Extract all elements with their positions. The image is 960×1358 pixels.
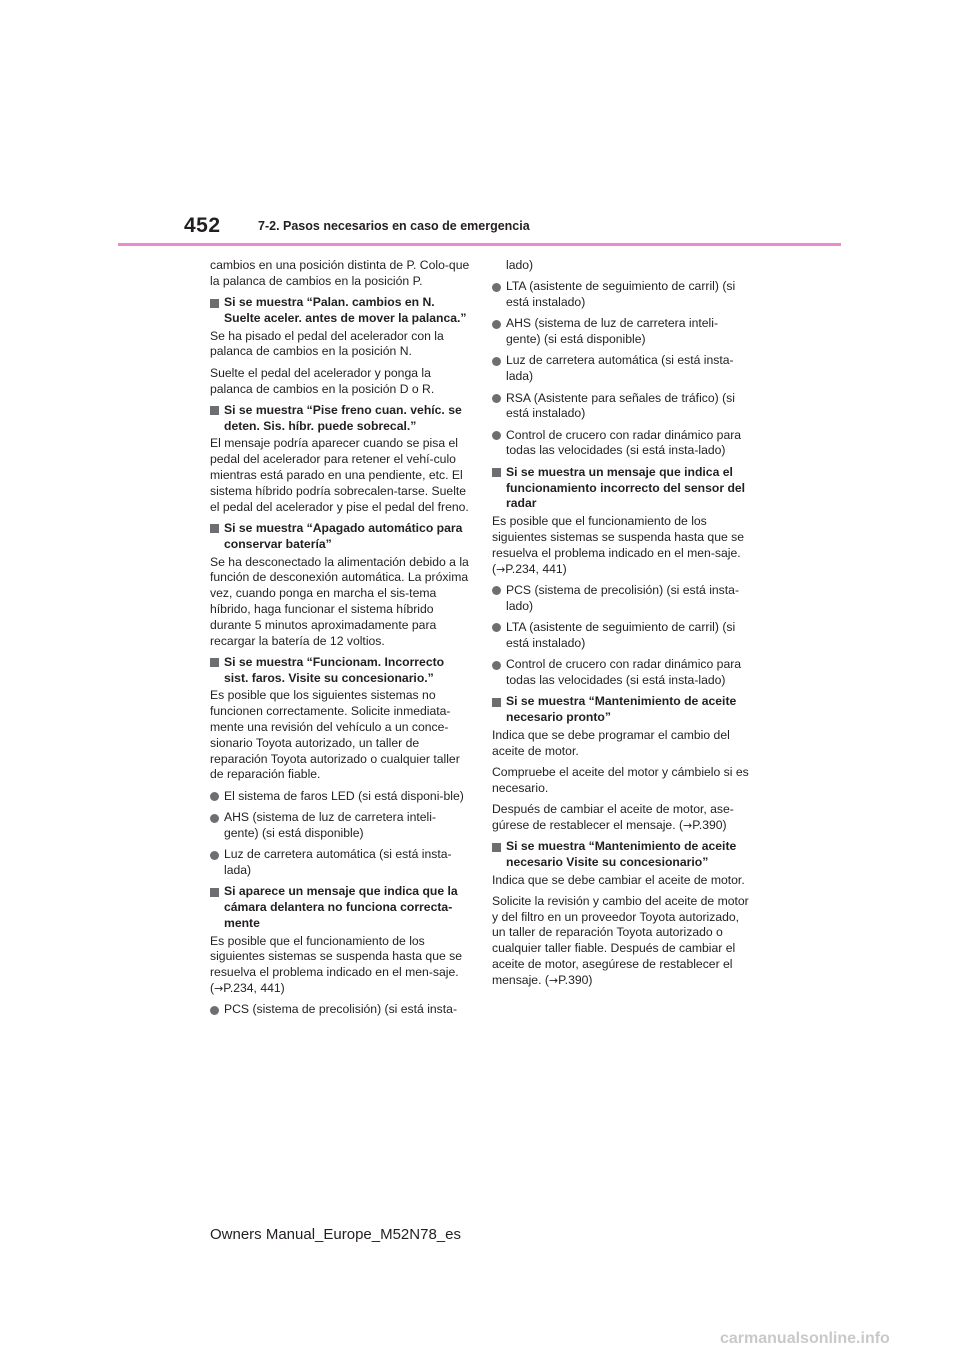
list-item-text: Luz de carretera automática (si está insta-lada) bbox=[224, 847, 452, 877]
paragraph: cambios en una posición distinta de P. Colo-que la palanca de cambios en la posición P. bbox=[210, 258, 470, 288]
round-bullet-icon bbox=[492, 320, 501, 329]
page-reference[interactable]: P.234, 441) bbox=[223, 980, 285, 995]
list-item-text: AHS (sistema de luz de carretera inteli-gente) (si está disponible) bbox=[506, 316, 719, 347]
round-bullet-icon bbox=[492, 661, 501, 670]
round-bullet-icon bbox=[210, 1006, 219, 1015]
paragraph bbox=[210, 934, 470, 997]
arrow-icon: → bbox=[214, 981, 224, 995]
list-item bbox=[492, 316, 752, 348]
section-heading bbox=[210, 295, 470, 327]
paragraph-text: Solicite la revisión y cambio del aceite de motor y del filtro en un proveedor Toyota autorizado, un taller de reparación Toyota autorizado o cualquier taller fiable. Después de cambiar el aceite de motor, asegúrese de restablecer el mensaje. ( bbox=[492, 893, 749, 987]
list-item bbox=[210, 810, 470, 842]
round-bullet-icon bbox=[492, 586, 501, 595]
round-bullet-icon bbox=[492, 357, 501, 366]
square-bullet-icon bbox=[492, 698, 501, 707]
paragraph: Compruebe el aceite del motor y cámbielo si es necesario. bbox=[492, 764, 749, 795]
square-bullet-icon bbox=[492, 843, 501, 852]
section-heading bbox=[210, 655, 470, 687]
paragraph-text: Es posible que el funcionamiento de los siguientes sistemas se suspenda hasta que se resuelva el problema indicado en el men-saje. ( bbox=[492, 514, 745, 576]
list-item-text: PCS (sistema de precolisión) (si está insta- bbox=[224, 1002, 457, 1017]
heading-text: Si se muestra “Mantenimiento de aceite necesario pronto” bbox=[506, 694, 737, 724]
list-item bbox=[492, 391, 752, 423]
paragraph: Es posible que los siguientes sistemas no funcionen correctamente. Solicite inmediata-mente una revisión del vehículo a un conce-sionario Toyota autorizado, un taller de reparación Toyota autorizado o cualquier taller de reparación fiable. bbox=[210, 688, 460, 782]
list-item-text: RSA (Asistente para señales de tráfico) (si está instalado) bbox=[506, 390, 735, 421]
list-item-text: El sistema de faros LED (si está disponi-ble) bbox=[224, 788, 464, 803]
list-item bbox=[492, 620, 752, 652]
list-item-text: Control de crucero con radar dinámico para todas las velocidades (si está insta-lado) bbox=[506, 427, 742, 458]
heading-text: Si se muestra “Funcionam. Incorrecto sist. faros. Visite su concesionario.” bbox=[224, 654, 445, 685]
section-heading bbox=[492, 839, 752, 871]
list-item-text: PCS (sistema de precolisión) (si está insta-lado) bbox=[506, 582, 739, 613]
square-bullet-icon bbox=[210, 524, 219, 533]
paragraph: Se ha pisado el pedal del acelerador con la palanca de cambios en la posición N. bbox=[210, 328, 444, 359]
list-item bbox=[492, 428, 752, 460]
square-bullet-icon bbox=[492, 468, 501, 477]
list-item bbox=[492, 353, 752, 385]
paragraph-text: Después de cambiar el aceite de motor, ase-gúrese de restablecer el mensaje. ( bbox=[492, 801, 734, 832]
heading-text: Si se muestra “Pise freno cuan. vehíc. se deten. Sis. híbr. puede sobrecal.” bbox=[224, 402, 462, 433]
square-bullet-icon bbox=[210, 299, 219, 308]
list-item-text: LTA (asistente de seguimiento de carril) (si está instalado) bbox=[506, 279, 736, 310]
page-reference[interactable]: P.234, 441) bbox=[505, 561, 567, 576]
section-heading bbox=[210, 884, 470, 931]
section-heading bbox=[210, 403, 470, 435]
arrow-icon: → bbox=[548, 973, 559, 987]
paragraph-text: Es posible que el funcionamiento de los siguientes sistemas se suspenda hasta que se resuelva el problema indicado en el men-saje. ( bbox=[210, 933, 463, 995]
list-item bbox=[492, 583, 752, 615]
left-column bbox=[210, 258, 470, 1024]
list-item bbox=[210, 847, 470, 879]
watermark: carmanualsonline.info bbox=[720, 1330, 890, 1347]
list-item-text: Control de crucero con radar dinámico para todas las velocidades (si está insta-lado) bbox=[506, 657, 742, 687]
arrow-icon: → bbox=[496, 562, 506, 576]
round-bullet-icon bbox=[210, 792, 219, 801]
list-item-text: Luz de carretera automática (si está insta-lada) bbox=[506, 353, 734, 384]
paragraph: Se ha desconectado la alimentación debido a la función de desconexión automática. La próxima vez, cuando ponga en marcha el sis-tema híbrido, haga funcionar el sistema híbrido durante 5 minutos aproximadamente para recargar la batería de 12 voltios. bbox=[210, 554, 469, 648]
list-item-text: AHS (sistema de luz de carretera inteli-gente) (si está disponible) bbox=[224, 810, 437, 840]
paragraph bbox=[492, 894, 752, 989]
round-bullet-icon bbox=[210, 851, 219, 860]
section-title: 7-2. Pasos necesarios en caso de emergencia bbox=[258, 219, 530, 233]
footer-manual-name: Owners Manual_Europe_M52N78_es bbox=[210, 1226, 461, 1243]
continued-text: lado) bbox=[506, 258, 534, 272]
round-bullet-icon bbox=[492, 394, 501, 403]
heading-text: Si se muestra un mensaje que indica el funcionamiento incorrecto del sensor del radar bbox=[506, 464, 746, 511]
paragraph bbox=[492, 514, 752, 577]
round-bullet-icon bbox=[492, 431, 501, 440]
paragraph bbox=[492, 802, 752, 834]
paragraph: Suelte el pedal del acelerador y ponga la palanca de cambios en la posición D o R. bbox=[210, 365, 435, 396]
right-column bbox=[492, 258, 752, 994]
paragraph: Indica que se debe programar el cambio del aceite de motor. bbox=[492, 727, 730, 758]
round-bullet-icon bbox=[492, 283, 501, 292]
arrow-icon: → bbox=[683, 818, 693, 832]
round-bullet-icon bbox=[210, 814, 219, 823]
header-rule bbox=[118, 243, 841, 246]
page-number: 452 bbox=[184, 214, 221, 237]
list-item bbox=[210, 1002, 470, 1018]
heading-text: Si se muestra “Palan. cambios en N. Suelte aceler. antes de mover la palanca.” bbox=[224, 295, 467, 325]
section-heading bbox=[492, 694, 752, 726]
paragraph: El mensaje podría aparecer cuando se pisa el pedal del acelerador para retener el vehí-culo mientras está parado en una pendiente, etc. El sistema híbrido podría sobrecalen-tarse. Suelte el pedal del acelerador y pise el pedal del freno. bbox=[210, 436, 469, 514]
section-heading bbox=[210, 521, 470, 553]
square-bullet-icon bbox=[210, 888, 219, 897]
list-item-text: LTA (asistente de seguimiento de carril) (si está instalado) bbox=[506, 619, 736, 650]
paragraph: Indica que se debe cambiar el aceite de motor. bbox=[492, 872, 745, 887]
section-heading bbox=[492, 465, 752, 512]
page-reference[interactable]: P.390) bbox=[558, 972, 593, 987]
list-item bbox=[492, 657, 752, 689]
square-bullet-icon bbox=[210, 658, 219, 667]
square-bullet-icon bbox=[210, 406, 219, 415]
list-item bbox=[492, 279, 752, 311]
list-item bbox=[210, 789, 470, 805]
page-reference[interactable]: P.390) bbox=[692, 817, 727, 832]
heading-text: Si aparece un mensaje que indica que la cámara delantera no funciona correcta-mente bbox=[224, 884, 458, 930]
heading-text: Si se muestra “Mantenimiento de aceite necesario Visite su concesionario” bbox=[506, 839, 737, 869]
round-bullet-icon bbox=[492, 623, 501, 632]
heading-text: Si se muestra “Apagado automático para conservar batería” bbox=[224, 520, 463, 551]
